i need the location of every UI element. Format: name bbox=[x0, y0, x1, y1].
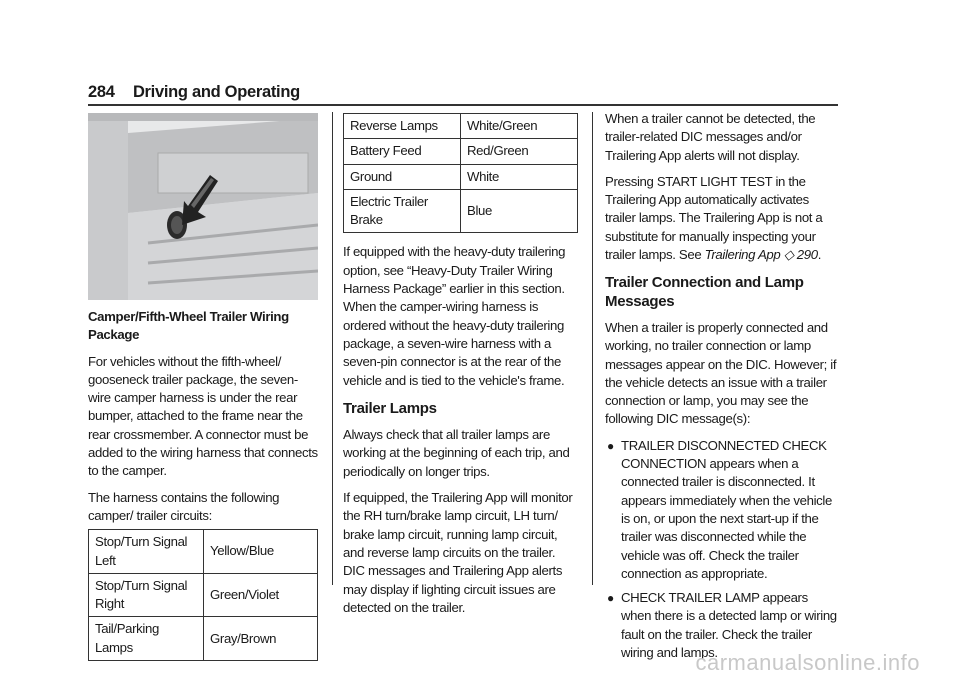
list-item-text: CHECK TRAILER LAMP appears when there is a detected lamp or wiring fault on the trailer. Check the trailer wiring and lamps. bbox=[621, 590, 837, 661]
table-cell: Reverse Lamps bbox=[344, 114, 461, 139]
table-cell: Green/Violet bbox=[204, 573, 318, 617]
watermark: carmanualsonline.info bbox=[695, 650, 920, 675]
table-cell: Yellow/Blue bbox=[204, 530, 318, 574]
figure-caption: Camper/Fifth-Wheel Trailer Wiring Package bbox=[88, 309, 289, 343]
column-divider-right bbox=[592, 112, 593, 585]
right-paragraph-2 bbox=[605, 173, 841, 264]
table-cell: Electric Trailer Brake bbox=[344, 189, 461, 233]
bullet-icon: ● bbox=[607, 591, 614, 606]
table-cell: White/Green bbox=[461, 114, 578, 139]
truck-bed-connector-photo bbox=[88, 113, 318, 300]
middle-column bbox=[343, 113, 579, 625]
header-rule bbox=[88, 104, 838, 106]
dic-message-list bbox=[605, 437, 841, 663]
bullet-icon: ● bbox=[607, 438, 614, 453]
list-item-text: TRAILER DISCONNECTED CHECK CONNECTION appears when a connected trailer is disconnected. It appears immediately when the vehicle is on, or upon the next start-up if the trailer was disconnected while the vehicle was off. Check the trailer connection as appropriate. bbox=[621, 437, 832, 581]
table-row bbox=[344, 164, 578, 189]
table-row bbox=[89, 573, 318, 617]
table-cell: Stop/Turn Signal Right bbox=[89, 573, 204, 617]
right-column bbox=[605, 110, 841, 668]
table-cell: White bbox=[461, 164, 578, 189]
table-row bbox=[344, 139, 578, 164]
table-cell: Battery Feed bbox=[344, 139, 461, 164]
table-row bbox=[344, 114, 578, 139]
left-circuit-table bbox=[88, 529, 318, 661]
middle-circuit-table bbox=[343, 113, 578, 233]
table-cell: Red/Green bbox=[461, 139, 578, 164]
table-row bbox=[89, 530, 318, 574]
middle-paragraph-2: Always check that all trailer lamps are working at the beginning of each trip, and periodically on longer trips. bbox=[343, 427, 570, 479]
period: . bbox=[817, 247, 822, 263]
section-heading-connection-messages: Trailer Connection and Lamp Messages bbox=[605, 274, 804, 310]
right-paragraph-1: When a trailer cannot be detected, the trailer-related DIC messages and/or Trailering App alerts will not display. bbox=[605, 111, 816, 163]
table-row bbox=[344, 189, 578, 233]
middle-paragraph-3: If equipped, the Trailering App will monitor the RH turn/brake lamp circuit, LH turn/ brake lamp circuit, running lamp circuit, and reverse lamp circuits on the trailer. DIC messages and Trailering App alerts may display if lighting circuit issues are detected on the trailer. bbox=[343, 490, 573, 615]
section-heading-trailer-lamps: Trailer Lamps bbox=[343, 399, 437, 417]
left-paragraph-2: The harness contains the following camper/ trailer circuits: bbox=[88, 489, 280, 523]
page-reference[interactable]: ◇ 290 bbox=[783, 247, 818, 263]
right-paragraph-2-text: Pressing START LIGHT TEST in the Trailering App automatically activates trailer lamps. The Trailering App is not a substitute for manually inspecting your trailer lamps. See bbox=[605, 173, 823, 263]
trailering-app-link[interactable]: Trailering App bbox=[704, 247, 781, 263]
section-title: Driving and Operating bbox=[132, 83, 300, 101]
table-cell: Blue bbox=[461, 189, 578, 233]
table-cell: Ground bbox=[344, 164, 461, 189]
middle-paragraph-1: If equipped with the heavy-duty trailering option, see “Heavy-Duty Trailer Wiring Harness Package” earlier in this section. When the camper-wiring harness is ordered without the heavy-duty trailering package, a seven-wire harness with a seven-pin connector is at the rear of the vehicle and is tied to the vehicle's frame. bbox=[343, 244, 566, 388]
page-number: 284 bbox=[88, 83, 115, 101]
right-paragraph-3: When a trailer is properly connected and working, no trailer connection or lamp messages appear on the DIC. However; if the vehicle detects an issue with a trailer connection or lamp, you may see the following DIC message(s): bbox=[605, 319, 837, 427]
list-item bbox=[605, 437, 841, 583]
table-cell: Stop/Turn Signal Left bbox=[89, 530, 204, 574]
table-cell: Gray/Brown bbox=[204, 617, 318, 661]
table-row bbox=[89, 617, 318, 661]
page-header bbox=[88, 83, 300, 102]
left-paragraph-1: For vehicles without the fifth-wheel/ gooseneck trailer package, the seven-wire camper harness is under the rear bumper, attached to the frame near the rear crossmember. A connector must be added to the wiring harness that connects to the camper. bbox=[88, 353, 318, 479]
column-divider-left bbox=[332, 112, 333, 585]
table-cell: Tail/Parking Lamps bbox=[89, 617, 204, 661]
left-column bbox=[88, 113, 320, 661]
